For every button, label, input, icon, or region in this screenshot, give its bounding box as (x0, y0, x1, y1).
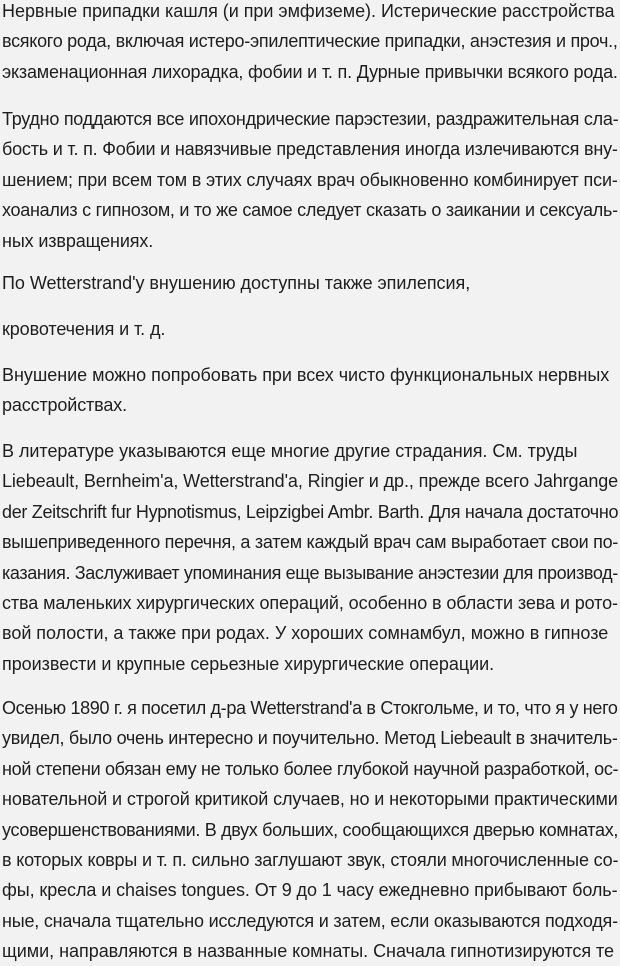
text-line: Внушение можно попробовать при всех чисто функциональных нервных (2, 365, 610, 385)
text-line: хоанализ с гипнозом, и то же самое следует сказать о заикании и сексуаль- (2, 200, 618, 221)
text-line: ных извращениях. (2, 230, 154, 251)
text-line: Трудно поддаются все ипохондрические парэстезии, раздражительная сла- (2, 109, 619, 129)
text-line: экзаменационная лихорадка, фобии и т. п. Дурные привычки всякого рода. (2, 61, 618, 82)
paragraph-nervous-cough (2, 0, 620, 87)
text-line: ной степени обязан ему не только более глубокой научной разработкой, ос- (2, 758, 619, 779)
text-line: щими, направляются в названные комнаты. Сначала гипнотизируются те (2, 941, 615, 962)
text-line: в которых ковры и т. п. сильно заглушают звук, стояли многочисленные со- (2, 849, 619, 870)
paragraph-literature (2, 436, 620, 679)
text-line: Нервные припадки кашля (и при эмфиземе). Истерические расстройства (2, 1, 615, 21)
text-line: фы, кресла и chaises tongues. От 9 до 1 часу ежедневно прибывают боль- (2, 880, 618, 901)
text-line: шением; при всем том в этих случаях врач обыкновенно комбинирует пси- (2, 169, 618, 190)
text-line: вой полости, а также при родах. У хороших сомнамбул, можно в гипнозе (2, 623, 609, 644)
paragraph-bleeding (2, 314, 620, 344)
text-line: Осенью 1890 г. я посетил д-ра Wetterstrand'a в Стокгольме, и то, что я у него (2, 698, 618, 718)
text-line: вышеприведенного перечня, а затем каждый врач сам выработает свои по- (2, 532, 619, 553)
text-line: der Zeitschrift fur Hypnotismus, Leipzigbei Ambr. Barth. Для начала достаточно (2, 501, 619, 522)
paragraph-epilepsy (2, 268, 620, 298)
text-line: новательной и строгой критикой случаев, но и некоторыми практическими (2, 789, 618, 810)
text-line: Liebeault, Bernheim'a, Wetterstrand'a, Ringier и др., прежде всего Jahrgange (2, 471, 619, 492)
text-line: произвести и крупные серьезные хирургические операции. (2, 653, 495, 674)
text-line: ства маленьких хирургических операций, особенно в области зева и рото- (2, 592, 618, 613)
text-line: бость и т. п. Фобии и навязчивые представления иногда излечиваются вну- (2, 139, 618, 160)
text-line: ные, сначала тщательно исследуются и затем, если оказываются подходя- (2, 910, 618, 931)
text-line: усовершенствованиями. В двух больших, сообщающихся дверью комнатах, (2, 819, 619, 840)
paragraph-hypochondria (2, 104, 620, 256)
text-line: По Wetterstrand'у внушению доступны также эпилепсия, (2, 273, 471, 293)
text-line: расстройствах. (2, 395, 127, 416)
paragraph-functional-disorders (2, 360, 620, 421)
text-line: кровотечения и т. д. (2, 319, 166, 339)
text-line: увидел, было очень интересно и поучительно. Метод Liebeault в значитель- (2, 728, 618, 749)
paragraph-stockholm-visit (2, 693, 620, 966)
text-line: В литературе указываются еще многие другие страдания. См. труды (2, 441, 578, 461)
text-line: всякого рода, включая истеро-эпилептические припадки, анэстезия и проч., (2, 31, 618, 52)
text-line: казания. Заслуживает упоминания еще вызывание анэстезии для производ- (2, 562, 618, 583)
